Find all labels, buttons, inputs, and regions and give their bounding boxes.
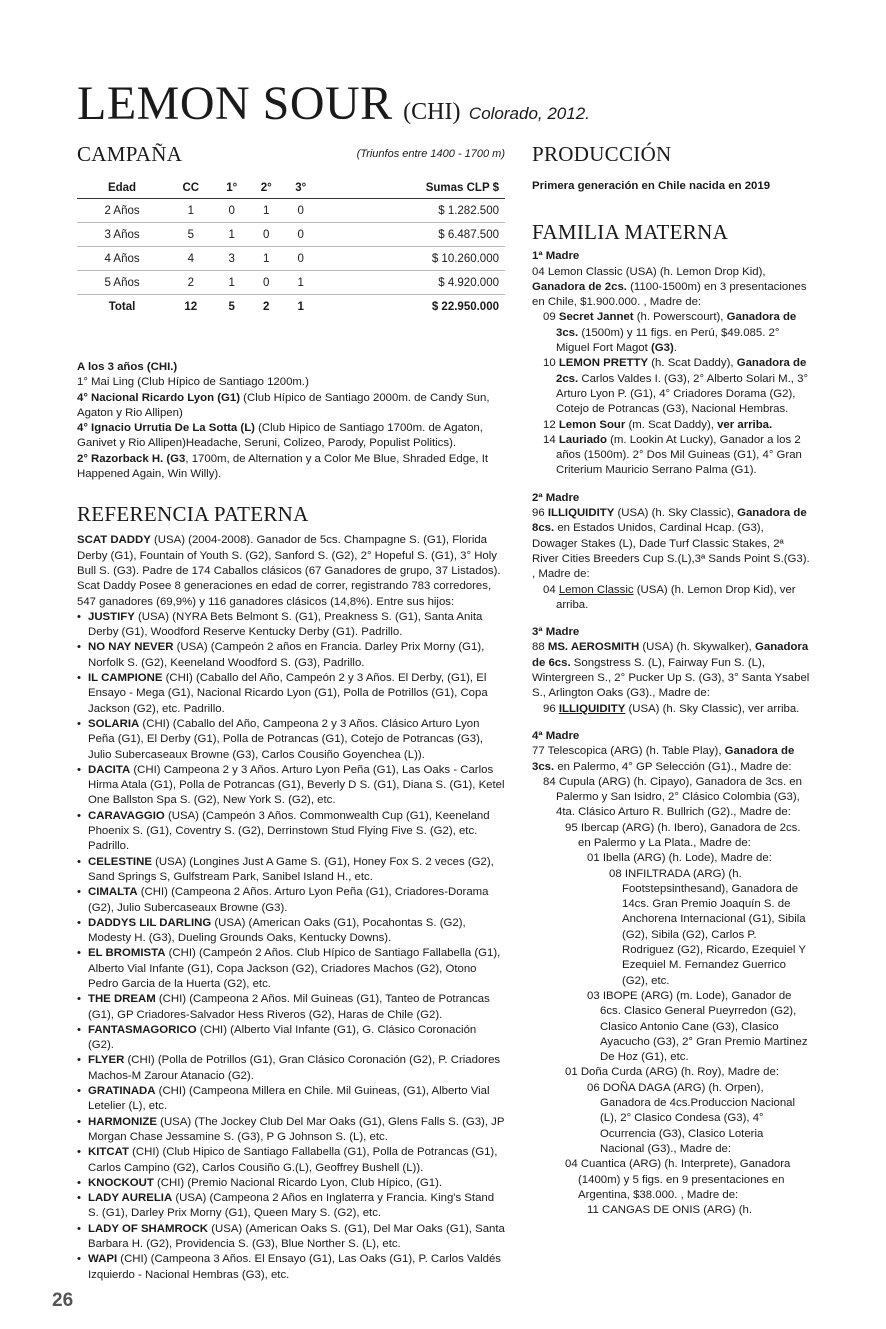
- text: 77 Telescopica (ARG) (h. Table Play),: [532, 745, 725, 758]
- text: LEMON PRETTY: [558, 357, 649, 370]
- sire-detail: (USA) (2004-2008). Ganador de 5cs. Champagne S. (G1), Florida Derby (G1), Fountain of Youth S. (G2), Sanford S. (G2), 2° Hopeful S. (G1), 3° Holy Bull S. (G3). Padre de 174 Caballos clásicos (67 Ganadores de grupo, 37 Listados). Scat Daddy Posee 8 generaciones en edad de correr, registrando 783 corredores, 547 ganadores (69,9%) y 116 ganadores clásicos (14,8%). Entre sus hijos:: [77, 534, 501, 608]
- horse-name: LEMON SOUR: [77, 77, 393, 130]
- progeny-line: 08 INFILTRADA (ARG) (h. Footstepsinthesand), Ganadora de 14cs. Gran Premio Joaquín S. de Anchorena Internacional (G1), Sibila (G2), Sibila (G2), Carlos P. Rodriguez (G2), Ricardo, Ezequiel Y Ezequiel M. Fernandez Guerrico (G2), etc.: [609, 867, 806, 987]
- offspring-name: NO NAY NEVER: [88, 641, 174, 654]
- text: (m. Scat Daddy),: [625, 418, 718, 431]
- offspring-detail: (USA) (Longines Just A Game S. (G1), Honey Fox S. 2 veces (G2), Sand Springs S, Gulfstream Park, Sanibel Island H., etc.: [88, 855, 494, 883]
- a3-detail: , 1700m, de Alternation y a Color Me Blue, Shraded Edge, It Happened Again, Win Willy).: [77, 452, 489, 481]
- madre-4: [532, 729, 810, 1219]
- text: ver arriba.: [717, 418, 773, 431]
- produccion-heading: PRODUCCIÓN: [532, 142, 672, 166]
- table-cell: 5: [167, 223, 214, 247]
- offspring-detail: (CHI) (Alberto Vial Infante (G1), G. Clásico Coronación (G2).: [88, 1023, 477, 1052]
- text: Ganadora de 2cs.: [556, 357, 807, 385]
- madre-heading: 3ª Madre: [532, 626, 580, 639]
- progeny-line: [532, 433, 810, 479]
- col-header: CC: [167, 178, 214, 199]
- list-item: [77, 1222, 505, 1253]
- offspring-detail: (USA) (Campeón 3 Años. Commonwealth Cup (G1), Keeneland Phoenix S. (G1), Coventry S. (G2), Derrinstown Stud Flying Five S. (G2), etc. Padrillo.: [88, 809, 490, 853]
- offspring-detail: (USA) (Campeona 2 Años en Inglaterra y Francia. King's Stand S. (G1), Darley Prix Morny (G1), Queen Mary S. (G2), etc.: [88, 1192, 495, 1220]
- col-header: 2°: [249, 178, 283, 199]
- text: 96: [532, 507, 548, 520]
- list-item: [77, 855, 505, 886]
- text: ILLIQUIDITY: [547, 507, 615, 520]
- a3-line: [77, 421, 505, 452]
- paterna-intro: [77, 533, 505, 609]
- madre-3: [532, 625, 810, 717]
- paterna-heading: REFERENCIA PATERNA: [77, 502, 309, 527]
- table-cell: 1: [215, 271, 249, 295]
- text: Ganadora de 3cs.: [532, 745, 795, 773]
- col-header: Sumas CLP $: [318, 178, 505, 199]
- a3-race: 4° Ignacio Urrutia De La Sotta (L): [77, 422, 255, 435]
- offspring-detail: (CHI) (Polla de Potrillos (G1), Gran Clásico Coronación (G2), P. Criadores Machos-M Zarour Atanacio (G2).: [88, 1054, 501, 1082]
- offspring-name: WAPI: [88, 1253, 118, 1266]
- offspring-name: DACITA: [88, 763, 131, 776]
- text: (1500m) y 11 figs. en Perú, $49.085. 2° Miguel Fort Magot: [556, 326, 780, 355]
- progeny-line: 01 Ibella (ARG) (h. Lode), Madre de:: [587, 852, 772, 865]
- table-cell: 0: [283, 199, 317, 223]
- progeny-line: [532, 418, 810, 433]
- offspring-detail: (CHI) Campeona 2 y 3 Años. Arturo Lyon Peña (G1), Las Oaks - Carlos Hirma Atala (G1), Polla de Potrancas (G1), Beverly D S. (G1), Diana S. (G1), Ketel One Ballston Spa S. (G2), New York S. (G2), etc.: [88, 763, 505, 807]
- table-cell: 0: [215, 199, 249, 223]
- list-item: [77, 1084, 505, 1115]
- madre-heading: 1ª Madre: [532, 250, 580, 263]
- offspring-name: LADY OF SHAMROCK: [88, 1222, 209, 1235]
- list-item: [77, 809, 505, 855]
- progeny-line: 09 Secret Jannet (h. Powerscourt), Ganadora de 3cs. (1500m) y 11 figs. en Perú, $49.085. 2° Miguel Fort Magot (G3).: [543, 311, 797, 355]
- table-row: [77, 223, 505, 247]
- text: 09: [543, 311, 559, 324]
- table-cell: $ 10.260.000: [318, 247, 505, 271]
- table-row: [77, 271, 505, 295]
- table-cell: 0: [283, 223, 317, 247]
- progeny-line: 03 IBOPE (ARG) (m. Lode), Ganador de 6cs. Clasico General Pueyrredon (G2), Clasico Antonio Cane (G3), Clasico Ayacucho (G3), 2° Gran Premio Martinez De Hoz (G1), etc.: [587, 989, 808, 1064]
- list-item: [77, 992, 505, 1023]
- offspring-name: LADY AURELIA: [88, 1192, 173, 1205]
- table-cell: 5: [228, 300, 235, 313]
- table-cell: 3 Años: [77, 223, 167, 247]
- text: (1100-1500m) en 3 presentaciones en Chile, $1.900.000. , Madre de:: [532, 280, 807, 309]
- text: en Estados Unidos, Cardinal Hcap. (G3), Dowager Stakes (L), Dade Turf Classic Stakes, 2ª River Cities Breeders Cup S.(L),3ª Sands Point S.(G3). , Madre de:: [532, 522, 810, 581]
- table-cell: 12: [184, 300, 198, 313]
- text: ILLIQUIDITY: [558, 702, 626, 715]
- text: (USA) (h. Lemon Drop Kid), ver arriba.: [556, 583, 796, 611]
- offspring-detail: (CHI) (Campeona Millera en Chile. Mil Guineas, (G1), Alberto Vial Letelier (L), etc.: [88, 1085, 490, 1113]
- list-item: [77, 610, 505, 641]
- table-cell: 1: [215, 223, 249, 247]
- table-cell: 1: [249, 199, 283, 223]
- offspring-name: CIMALTA: [88, 886, 138, 899]
- offspring-detail: (USA) (Campeón 2 años en Francia. Darley Prix Morny (G1), Norfolk S. (G2), Keeneland Woodford S. (G3), Padrillo.: [88, 641, 485, 669]
- table-header-row: [77, 178, 505, 199]
- a3-heading: A los 3 años (CHI.): [77, 361, 178, 373]
- table-cell: 1: [167, 199, 214, 223]
- text: 04 Lemon Classic (USA) (h. Lemon Drop Kid),: [532, 265, 766, 278]
- text: Lemon Classic: [558, 583, 634, 596]
- progeny-line: 11 CANGAS DE ONIS (ARG) (h.: [587, 1204, 752, 1217]
- table-cell: 1: [283, 271, 317, 295]
- offspring-detail: (CHI) (Caballo del Año, Campeona 2 y 3 Años. Clásico Arturo Lyon Peña (G1), El Derby (G1), Polla de Potrancas (G1), Cotejo de Potrancas (G3), Julio Subercaseaux Browne (G3), Carlos Cousiño Goyenchea (L)).: [88, 717, 484, 761]
- table-cell: 3: [215, 247, 249, 271]
- campana-note: (Triunfos entre 1400 - 1700 m): [356, 148, 505, 160]
- campana-heading: CAMPAÑA: [77, 142, 183, 166]
- madre-heading: 4ª Madre: [532, 729, 580, 742]
- text: Lauriado: [558, 433, 607, 446]
- offspring-detail: (USA) (American Oaks S. (G1), Del Mar Oaks (G1), Santa Barbara H. (G2), Providencia S. (G3), Blue Norther S. (L), etc.: [88, 1222, 505, 1251]
- offspring-name: EL BROMISTA: [88, 947, 166, 960]
- a3-section: [77, 360, 505, 482]
- list-item: [77, 1115, 505, 1146]
- table-cell: 2 Años: [77, 199, 167, 223]
- list-item: [77, 671, 505, 717]
- list-item: [77, 1176, 505, 1191]
- progeny-line: [532, 702, 810, 717]
- table-cell: 2: [263, 300, 270, 313]
- text: (USA) (h. Sky Classic),: [614, 507, 738, 520]
- madre-1: [532, 249, 810, 478]
- offspring-list: [77, 610, 505, 1283]
- offspring-detail: (CHI) (Campeón 2 Años. Club Hípico de Santiago Fallabella (G1), Alberto Vial Infante (G1), Copa Jackson (G2), Criadores Machos (G2), Otono Pedro Garcia de la Huerta (G2), etc.: [88, 947, 501, 990]
- table-cell: 4: [167, 247, 214, 271]
- text: (m. Lookin At Lucky), Ganador a los 2 años (1500m). 2° Dos Mil Guineas (G1), 4° Gran Criterium Mauricio Serrano Palma (G1).: [556, 433, 802, 477]
- table-cell: $ 4.920.000: [318, 271, 505, 295]
- text: Ganadora de 3cs.: [556, 311, 797, 339]
- text: Songstress S. (L), Fairway Fun S. (L), Wintergreen S., 2° Pucker Up S. (G3), 3° Santa Ysabel S., Arlington Oaks (G3)., Madre de:: [532, 656, 810, 700]
- table-cell: $ 6.487.500: [318, 223, 505, 247]
- campaign-table: [77, 178, 505, 318]
- progeny-line: 06 DOÑA DAGA (ARG) (h. Orpen), Ganadora de 4cs.Produccion Nacional (L), 2° Clasico Condesa (G3), 4° Ocurrencia (G3), Clasico Loteria Nacional (G3)., Madre de:: [587, 1081, 796, 1155]
- table-cell: 1: [249, 247, 283, 271]
- familia-heading: FAMILIA MATERNA: [532, 220, 729, 245]
- text: 12: [543, 418, 559, 431]
- offspring-detail: (CHI) (Caballo del Año, Campeón 2 y 3 Años. El Derby, (G1), El Ensayo - Mega (G1), Nacional Ricardo Lyon (G1), Polla de Potrillos (G1), Copa Jackson (G2), etc. Padrillo.: [88, 672, 488, 715]
- offspring-name: KNOCKOUT: [88, 1176, 154, 1189]
- table-cell: $ 1.282.500: [318, 199, 505, 223]
- table-row: [77, 199, 505, 223]
- madre-line: [532, 265, 810, 311]
- text: (h. Scat Daddy),: [648, 357, 737, 370]
- list-item: [77, 1023, 505, 1054]
- offspring-detail: (USA) (The Jockey Club Del Mar Oaks (G1), Glens Falls S. (G3), JP Morgan Chase Jessamine S. (G3), P G Johnson S. (L), etc.: [88, 1115, 505, 1143]
- madre-2: [532, 491, 810, 613]
- sire-name: SCAT DADDY: [77, 534, 151, 547]
- offspring-name: THE DREAM: [88, 993, 156, 1006]
- madre-heading: 2ª Madre: [532, 491, 580, 504]
- progeny-line: [532, 356, 810, 417]
- progeny-line: 04 Cuantica (ARG) (h. Interprete), Ganadora (1400m) y 5 figs. en 9 presentaciones en Argentina, $38.000. , Madre de:: [565, 1158, 791, 1201]
- text: 96: [543, 702, 559, 715]
- offspring-name: CARAVAGGIO: [88, 809, 165, 822]
- col-header: 3°: [283, 178, 317, 199]
- offspring-detail: (CHI) (Campeona 2 Años. Arturo Lyon Peña (G1), Criadores-Dorama (G2), Julio Subercaseaux Browne (G3).: [88, 886, 489, 914]
- text: (USA) (h. Skywalker),: [639, 641, 756, 654]
- a3-race: 2° Razorback H. (G3: [77, 452, 186, 465]
- offspring-detail: (USA) (American Oaks (G1), Pocahontas S. (G2), Modesty H. (G3), Dueling Grounds Oaks, Kentucky Downs).: [88, 916, 466, 945]
- a3-line: [77, 452, 505, 483]
- table-total-row: [77, 295, 505, 319]
- offspring-name: KITCAT: [88, 1146, 129, 1159]
- produccion-value: Primera generación en Chile nacida en 2019: [532, 180, 771, 192]
- list-item: [77, 1145, 505, 1176]
- madre-line: [532, 506, 810, 582]
- madre-line: [532, 640, 810, 701]
- offspring-detail: (CHI) (Campeona 3 Años. El Ensayo (G1), Las Oaks (G1), P. Carlos Valdés Izquierdo - Nacional Hembras (G3), etc.: [88, 1253, 501, 1281]
- horse-origin: (CHI): [403, 99, 461, 125]
- offspring-name: HARMONIZE: [88, 1115, 157, 1128]
- right-column: [532, 142, 810, 1218]
- list-item: [77, 717, 505, 763]
- text: 88: [532, 641, 548, 654]
- a3-line: 1° Mai Ling (Club Hípico de Santiago 1200m.): [77, 376, 309, 389]
- list-item: [77, 763, 505, 809]
- page-number: 26: [52, 1290, 74, 1311]
- offspring-name: IL CAMPIONE: [88, 672, 163, 685]
- text: Lemon Sour: [558, 418, 626, 431]
- horse-description: Colorado, 2012.: [468, 104, 590, 123]
- a3-race: 4° Nacional Ricardo Lyon (G1): [77, 391, 241, 404]
- text: Ganadora de 6cs.: [532, 641, 809, 669]
- a3-detail: (Club Hipico de Santiago 1700m. de Agaton, Ganivet y Rio Allipen)Headache, Seruni, Colizeo, Parody, Populist Politics).: [77, 422, 483, 450]
- table-cell: 1: [297, 300, 304, 313]
- list-item: [77, 1252, 505, 1283]
- table-cell: Total: [108, 300, 136, 313]
- table-cell: $ 22.950.000: [431, 300, 499, 313]
- paterna-section: [77, 502, 505, 1283]
- text: Carlos Valdes I. (G3), 2° Alberto Solari M., 3° Arturo Lyon P. (G1), 4° Criadores Dorama (G2), Cotejo de Potrancas (G3), Nacional Hembras.: [556, 372, 809, 416]
- text: (h. Powerscourt),: [633, 311, 727, 324]
- left-column: [77, 142, 505, 1283]
- table-cell: 0: [249, 271, 283, 295]
- list-item: [77, 1191, 505, 1222]
- text: (G3): [650, 342, 674, 355]
- offspring-name: GRATINADA: [88, 1085, 156, 1098]
- a3-line: [77, 391, 505, 422]
- text: Secret Jannet: [558, 311, 634, 324]
- text: Ganadora de 8cs.: [532, 507, 807, 535]
- list-item: [77, 640, 505, 671]
- offspring-name: SOLARIA: [88, 717, 140, 730]
- offspring-name: DADDYS LIL DARLING: [88, 916, 212, 929]
- table-cell: 4 Años: [77, 247, 167, 271]
- table-cell: 0: [283, 247, 317, 271]
- offspring-detail: (CHI) (Campeona 2 Años. Mil Guineas (G1), Tanteo de Potrancas (G1), GP Criadores-Salvador Hess Riveros (G2), Haras de Chile (G2).: [88, 993, 490, 1021]
- madre-line: [532, 744, 810, 775]
- text: MS. AEROSMITH: [547, 641, 640, 654]
- text: (USA) (h. Sky Classic), ver arriba.: [625, 702, 800, 715]
- col-header: 1°: [215, 178, 249, 199]
- offspring-name: CELESTINE: [88, 855, 152, 868]
- offspring-name: FANTASMAGORICO: [88, 1023, 197, 1036]
- table-cell: 5 Años: [77, 271, 167, 295]
- list-item: [77, 946, 505, 992]
- a3-detail: (Club Hípico de Santiago 2000m. de Candy Sun, Agaton y Rio Allipen): [77, 391, 490, 419]
- list-item: [77, 916, 505, 947]
- progeny-line: [532, 583, 810, 614]
- progeny-line: 84 Cupula (ARG) (h. Cipayo), Ganadora de 3cs. en Palermo y San Isidro, 2° Clásico Colombia (G3), 4ta. Clásico Arturo R. Bullrich (G2)., Madre de:: [543, 775, 802, 819]
- page-title: [77, 76, 590, 131]
- table-cell: 0: [249, 223, 283, 247]
- table-cell: 2: [167, 271, 214, 295]
- table-row: [77, 247, 505, 271]
- text: Ganadora de 2cs.: [532, 280, 627, 293]
- offspring-name: JUSTIFY: [88, 610, 135, 623]
- progeny-line: 01 Doña Curda (ARG) (h. Roy), Madre de:: [565, 1066, 779, 1079]
- text: 14: [543, 433, 559, 446]
- text: en Palermo, 4° GP Selección (G1)., Madre de:: [554, 760, 792, 773]
- offspring-detail: (CHI) (Premio Nacional Ricardo Lyon, Club Hípico, (G1).: [153, 1176, 443, 1189]
- text: 04: [543, 583, 559, 596]
- col-header: Edad: [77, 178, 167, 199]
- list-item: [77, 1053, 505, 1084]
- progeny-line: 95 Ibercap (ARG) (h. Ibero), Ganadora de 2cs. en Palermo y La Plata., Madre de:: [565, 821, 801, 849]
- campana-header: [77, 142, 505, 170]
- produccion-text: [532, 179, 810, 194]
- offspring-name: FLYER: [88, 1054, 125, 1067]
- text: 10: [543, 357, 559, 370]
- offspring-detail: (CHI) (Club Hipico de Santiago Fallabella (G1), Polla de Potrancas (G1), Carlos Campino (G2), Carlos Cousiño G.(L), Geoffrey Bushell (L)).: [88, 1146, 498, 1174]
- list-item: [77, 885, 505, 916]
- offspring-detail: (USA) (NYRA Bets Belmont S. (G1), Preakness S. (G1), Santa Anita Derby (G1), Woodford Reserve Kentucky Derby (G1). Padrillo.: [88, 610, 483, 639]
